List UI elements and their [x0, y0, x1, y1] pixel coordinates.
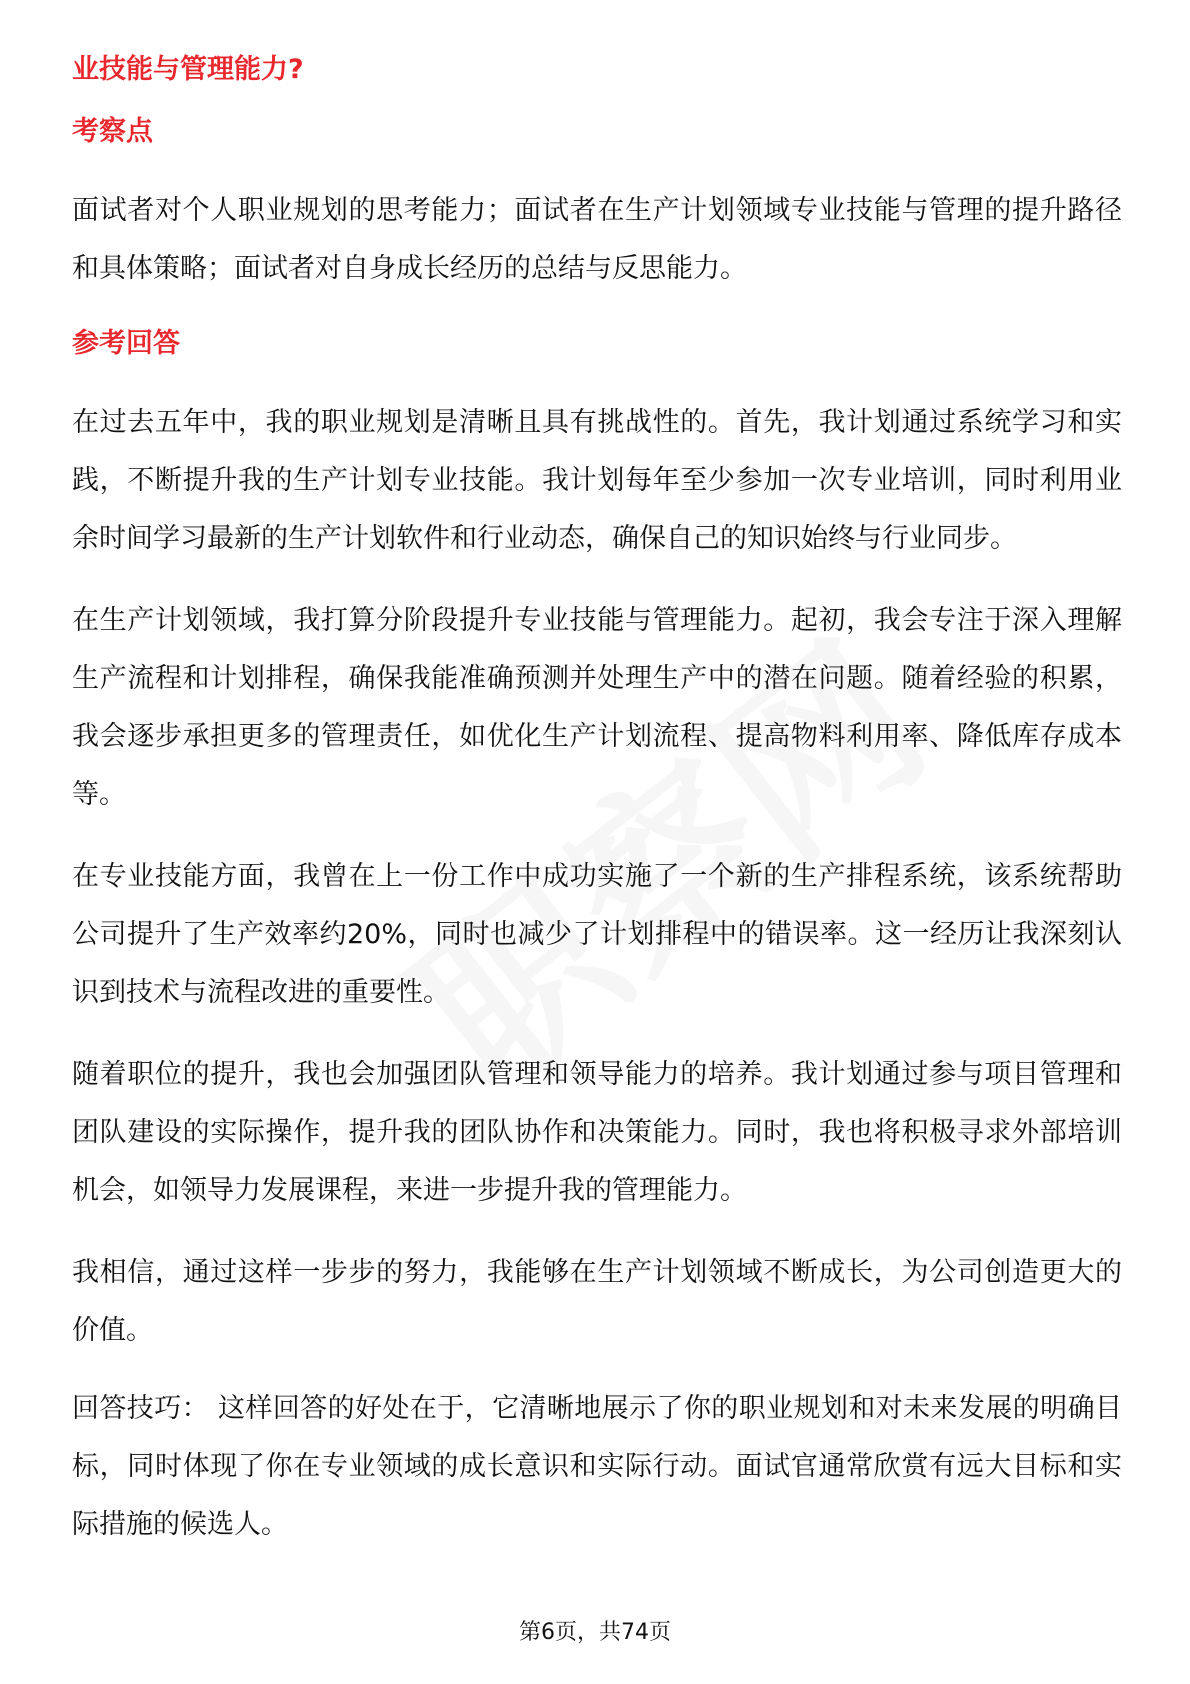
- answer-paragraph-2: 在生产计划领域，我打算分阶段提升专业技能与管理能力。起初，我会专注于深入理解生产流程和计划排程，确保我能准确预测并处理生产中的潜在问题。随着经验的积累，我会逐步承担更多的管理责任，如优化生产计划流程、提高物料利用率、降低库存成本等。: [72, 605, 1122, 810]
- answer-heading: 参考回答: [72, 328, 180, 359]
- page-footer: 第6页，共74页: [519, 1620, 671, 1645]
- document-page: [72, 46, 1122, 1554]
- kaochadian-text: 面试者对个人职业规划的思考能力；面试者在生产计划领域专业技能与管理的提升路径和具体策略；面试者对自身成长经历的总结与反思能力。: [72, 195, 1122, 284]
- answer-paragraph-5: 我相信，通过这样一步步的努力，我能够在生产计划领域不断成长，为公司创造更大的价值。: [72, 1257, 1122, 1346]
- answer-paragraph-3: 在专业技能方面，我曾在上一份工作中成功实施了一个新的生产排程系统，该系统帮助公司提升了生产效率约20%，同时也减少了计划排程中的错误率。这一经历让我深刻认识到技术与流程改进的重要性。: [72, 861, 1122, 1008]
- kaochadian-heading: 考察点: [72, 116, 153, 147]
- answer-paragraph-1: 在过去五年中，我的职业规划是清晰且具有挑战性的。首先，我计划通过系统学习和实践，不断提升我的生产计划专业技能。我计划每年至少参加一次专业培训，同时利用业余时间学习最新的生产计划软件和行业动态，确保自己的知识始终与行业同步。: [72, 407, 1122, 554]
- question-title: 业技能与管理能力?: [72, 54, 304, 85]
- answer-paragraph-4: 随着职位的提升，我也会加强团队管理和领导能力的培养。我计划通过参与项目管理和团队建设的实际操作，提升我的团队协作和决策能力。同时，我也将积极寻求外部培训机会，如领导力发展课程，来进一步提升我的管理能力。: [72, 1059, 1122, 1206]
- answer-tips: 回答技巧： 这样回答的好处在于，它清晰地展示了你的职业规划和对未来发展的明确目标，同时体现了你在专业领域的成长意识和实际行动。面试官通常欣赏有远大目标和实际措施的候选人。: [72, 1393, 1122, 1540]
